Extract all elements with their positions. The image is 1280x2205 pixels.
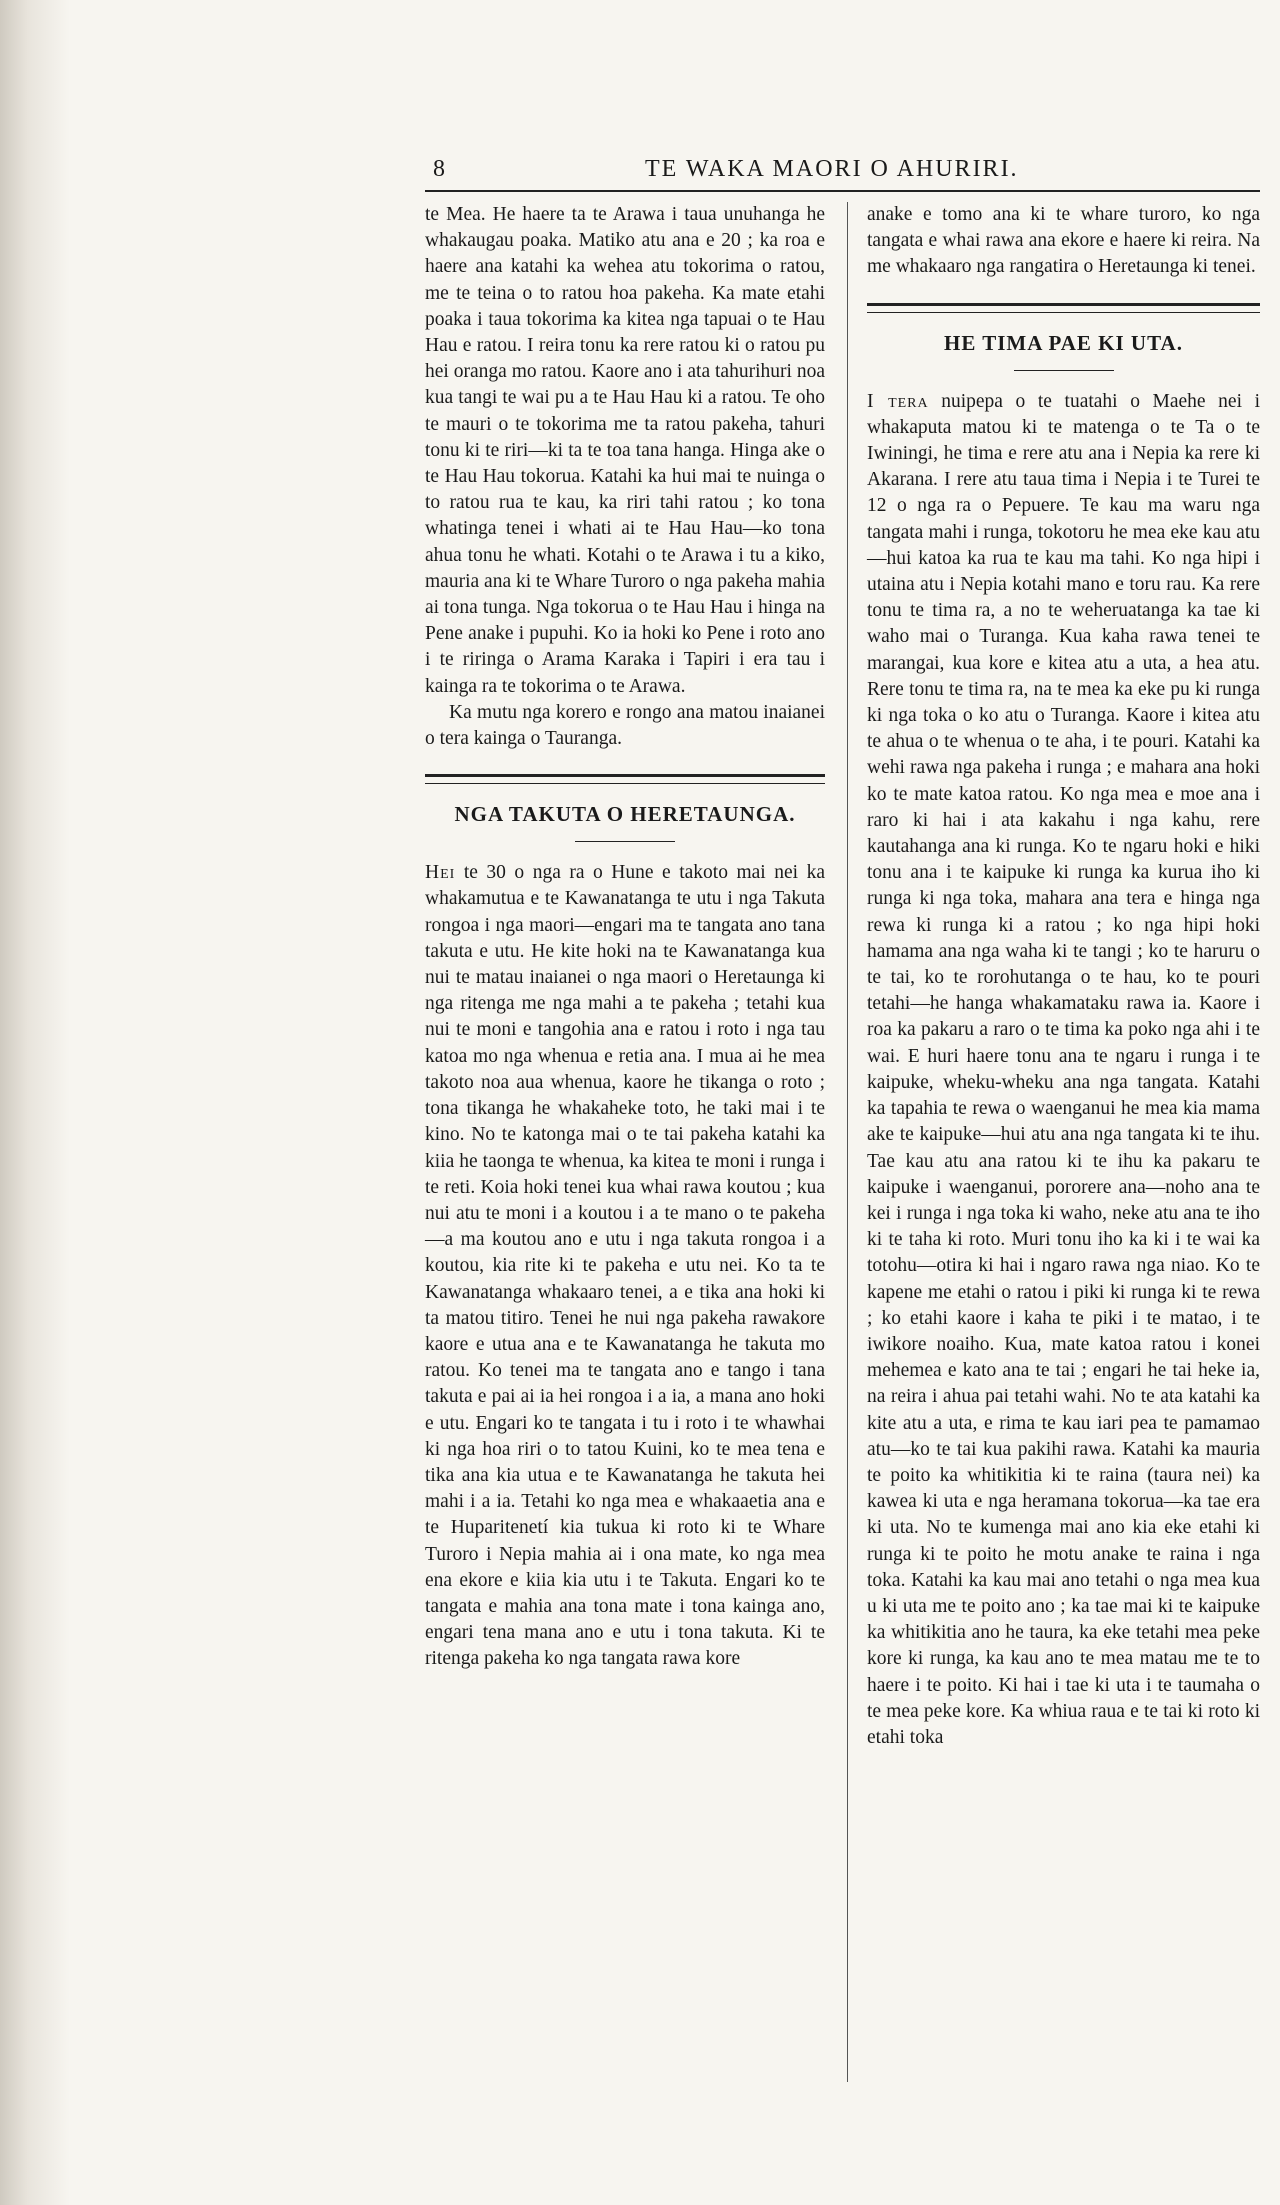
article-heading-doctors: NGA TAKUTA O HERETAUNGA.: [454, 802, 796, 827]
right-column: [867, 202, 1260, 1751]
article-continuation: te Mea. He haere ta te Arawa i taua unuhanga he whakaugau poaka. Matiko atu ana e 20 ; ka roa e haere ana katahi ka wehea atu tokorima o ratou, me te teina o to ratou hoa pakeha. Ka mate etahi poaka i taua tokorima ka kitea nga tapuai o te Hau Hau e ratou. I reira tonu ka rere ratou ki o ratou pu hei oranga mo ratou. Kaore ano i ata tahurihuri noa kua tangi te wai pu a te Hau Hau ki a ratou. Te oho te mauri o te tokorima me ta ratou pakeha, tahuri tonu ki te riri—ki ta te toa tana hanga. Hinga ake o te Hau Hau tokorua. Katahi ka hui mai te nuinga o to ratou rua te kau, ka riri tahi ratou ; ko tona whatinga tenei i whati ai te Hau Hau—ko tona ahua tonu he whati. Kotahi o te Arawa i tu a kiko, mauria ana ki te Whare Turoro o nga pakeha mahia ai tona tunga. Nga tokorua o te Hau Hau i hinga na Pene anake i pupuhi. Ko ia hoki ko Pene i roto ano i te riringa o Arama Karaka i Tapiri i era tau i kainga ra te tokorima o te Arawa.: [425, 204, 825, 697]
lead-word-right: I tera: [867, 390, 929, 412]
article-body-doctors: [425, 860, 825, 1672]
section-divider: [425, 774, 825, 784]
paper-title: TE WAKA MAORI O AHURIRI.: [645, 156, 1019, 182]
column-rule: [847, 202, 848, 2082]
article-body-text-right: nuipepa o te tuatahi o Maehe nei i whakaputa matou ki te matenga o te Ta o te Iwiningi, he tima e rere atu ana i Nepia ka rere ki Akarana. I rere atu taua tima i Nepia i te Turei te 12 o nga ra o Pepuere. Te kau ma waru nga tangata mahi i runga, tokotoru he mea eke kau atu—hui katoa ka rua te kau ma tahi. Ko nga hipi i utaina atu i Nepia kotahi mano e toru rau. Ka rere tonu te tima ra, a no te weheruatanga ka tae ki waho mai o Turanga. Kua kaha rawa tenei te marangai, kua kore e kitea atu a uta, a hea atu. Rere tonu te tima ra, na te mea ka eke pu ki runga ki nga toka o ko atu o Turanga. Kaore i kitea atu te ahua o te whenua o te aha, i te pouri. Katahi ka wehi rawa nga pakeha i runga ; e mahara ana hoki ko te mate katoa ratou. Ko nga mea e moe ana i raro ki hai i ata kakahu i nga kahu, rere kautahanga ana ki runga. Ko te ngaru hoki e hiki tonu ana i te kaipuke ki runga ka kurua iho ki runga ki nga toka, mahara ana tera e hinga nga rewa ki runga ki a ratou ; ko nga hipi hoki hamama ana nga waha ki te tangi ; ko te haruru o te tai, ko te rorohutanga o te hau, ko te pouri tetahi—he hanga whakamataku rawa ia. Kaore i roa ka pakaru a raro o te tima ka poko nga ahi i te wai. E huri haere tonu ana te ngaru i runga i te kaipuke, wheku-wheku ana nga tangata. Katahi ka tapahia te rewa o waenganui he mea kia mama ake te kaipuke—hui atu ana nga tangata ki te ihu. Tae kau atu ana ratou ki te ihu ka pakaru te kaipuke i waenganui, pororere ana—noho ana te kei i runga i nga toka ki waho, neke atu ana te iho ki te taha ki roto. Muri tonu iho ka ki i te wai ka totohu—otira ki hai i ngaro rawa nga niao. Ko te kapene me etahi o ratou i piki ki runga ki te rewa ; ko etahi kaore i kaha te piki i te matao, i te iwikore noaiho. Kua, mate katoa ratou i konei mehemea e kato ana te tai ; engari he tai heke ia, na reira i ahua pai tetahi wahi. No te ata katahi ka kite atu a uta, e rima te kau iari pea te pamamao atu—ko te tai kua pakihi rawa. Katahi ka mauria te poito ka whitikitia ki te raina (taura nei) ka kawea ki uta e nga heramana tokorua—ka tae era ki uta. No te kumenga mai ano kia eke etahi ki runga ki te poito he motu anake te raina i nga toka. Katahi ka kau mai ano tetahi o nga mea kua u ki uta me te poito ano ; ka tae mai ki te kaipuke ka whitikitia ano he taura, ka eke tetahi mea peke kore ki runga, ka kau ano te mea matau me te to haere i te poito. Ki hai i tae ki uta i te taumaha o te mea peke kore. Ka whiua raua e te tai ki roto ki etahi toka: [867, 390, 1260, 1748]
page-spine-shadow: [0, 0, 70, 2205]
article-body-steamer: [867, 389, 1260, 1752]
article-closing-paragraph: Ka mutu nga korero e rongo ana matou inaianei o tera kainga o Tauranga.: [425, 701, 825, 750]
left-column: [425, 202, 825, 1673]
heading-underline-right: [1014, 370, 1114, 371]
page-number: 8: [433, 156, 445, 182]
lead-word: Hei: [425, 862, 456, 884]
article-heading-steamer: HE TIMA PAE KI UTA.: [944, 330, 1183, 355]
heading-underline: [575, 841, 675, 842]
section-divider-right: [867, 303, 1260, 313]
article-body-text: te 30 o nga ra o Hune e takoto mai nei ka whakamutua e te Kawanatanga te utu i nga Takuta rongoa i nga maori—engari ma te tangata ano tana takuta e utu. He kite hoki na te Kawanatanga kua nui te matau inaianei o nga maori o Heretaunga ki nga ritenga me nga mahi a te pakeha ; tetahi kua nui te moni e tangohia ana e ratou i roto i nga tau katoa mo nga whenua e retia ana. I mua ai he mea takoto noa aua whenua, kaore he tikanga o roto ; tona tikanga he whakaheke toto, he taki mai i te kino. No te katonga mai o te tai pakeha katahi ka kiia he taonga te whenua, ka kitea te moni i runga i te reti. Koia hoki tenei kua whai rawa koutou ; kua nui atu te moni i a koutou i a te mano o te pakeha—a ma koutou ano e utu i nga takuta rongoa i a koutou, kia rite ki te pakeha e utu nei. Ko ta te Kawanatanga whakaaro tenei, a e tika ana hoki ki ta matou titiro. Tenei he nui nga pakeha rawakore kaore e utua ana e te Kawanatanga he takuta mo ratou. Ko tenei ma te tangata ano e tango i tana takuta e pai ai ia hei rongoa i a ia, a mana ano hoki e utu. Engari ko te tangata i tu i roto i te whawhai ki nga hoa riri o to tatou Kuini, ko te mea tena e tika ana kia utua e te Kawanatanga he takuta hei mahi i a ia. Tetahi ko nga mea e whakaaetia ana e te Huparitenetí kia tukua ki roto ki te Whare Turoro i Nepia mahia ai i ona mate, ko nga mea ena ekore e kiia kia utu i te Takuta. Engari ko te tangata e mahia ana tona mate i tona kainga ano, engari tena mana ano e utu i tona takuta. Ki te ritenga pakeha ko nga tangata rawa kore: [425, 862, 825, 1670]
running-head: [425, 150, 1260, 192]
article-continuation-right: anake e tomo ana ki te whare turoro, ko nga tangata e whai rawa ana ekore e haere ki reira. Na me whakaaro nga rangatira o Heretaunga ki tenei.: [867, 204, 1260, 278]
newspaper-page: [425, 150, 1260, 1748]
